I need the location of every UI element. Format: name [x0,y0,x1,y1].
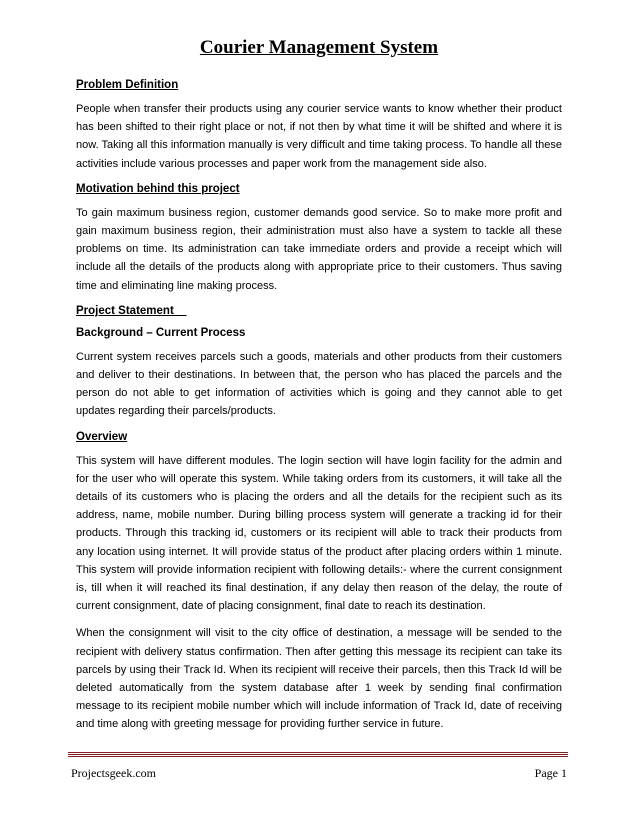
paragraph-overview-1: This system will have different modules. The login section will have login facility for the admin and for the user who will operate this system. While taking orders from its customers, it will take all the details of its customers who is placing the orders and all the details for the recipient such as its address, name, mobile number. During billing process system will generate a tracking id for their products. Through this tracking id, customers or its recipient will able to track their products from any location using internet. It will provide status of the product after placing orders within 1 minute. This system will provide information recipient with following details:- where the current consignment is, till when it will reached its final destination, if any delay then reason of the delay, the route of current consignment, date of placing consignment, final date to reach its destination. [76,454,562,613]
document-title: Courier Management System [199,37,439,58]
paragraph-overview-2: When the consignment will visit to the city office of destination, a message will be sended to the recipient with delivery status confirmation. Then after getting this message its recipient can take its parcels by using their Track Id. When its recipient will receive their parcels, then this Track Id will be deleted automatically from the system database after 1 week by sending final confirmation message to its recipient mobile number which will include information of Track Id, date of receiving and time along with greeting message for providing further service in future. [76,627,562,731]
heading-background: Background – Current Process [76,326,246,339]
footer-divider [68,752,568,757]
paragraph-background: Current system receives parcels such a goods, materials and other products from their customers and deliver to their destinations. In between that, the person who has placed the parcels and the person do not able to get information of activities which is going and they cannot able to get updates regarding their parcels/products. [76,350,562,418]
paragraph-problem-definition: People when transfer their products using any courier service wants to know whether their product has been shifted to their right place or not, if not then by what time it will be shifted and where it is now. Taking all this information manually is very difficult and time taking process. To handle all these activities include various processes and paper work from the management side also. [76,103,562,170]
heading-motivation: Motivation behind this project [76,182,240,195]
heading-project-statement: Project Statement [76,304,187,317]
heading-overview: Overview [76,430,128,443]
footer-page-number: Page 1 [534,766,567,780]
heading-problem-definition: Problem Definition [76,79,179,91]
paragraph-motivation: To gain maximum business region, customer demands good service. So to make more profit and gain maximum business region, their administration must also have a system to tackle all these problems on time. Its administration can take immediate orders and provide a receipt which will include all the details of the products along with appropriate price to their customers. Thus saving time and eliminating line making process. [76,206,562,292]
document-body [76,78,562,743]
footer-site: Projectsgeek.com [71,766,156,780]
